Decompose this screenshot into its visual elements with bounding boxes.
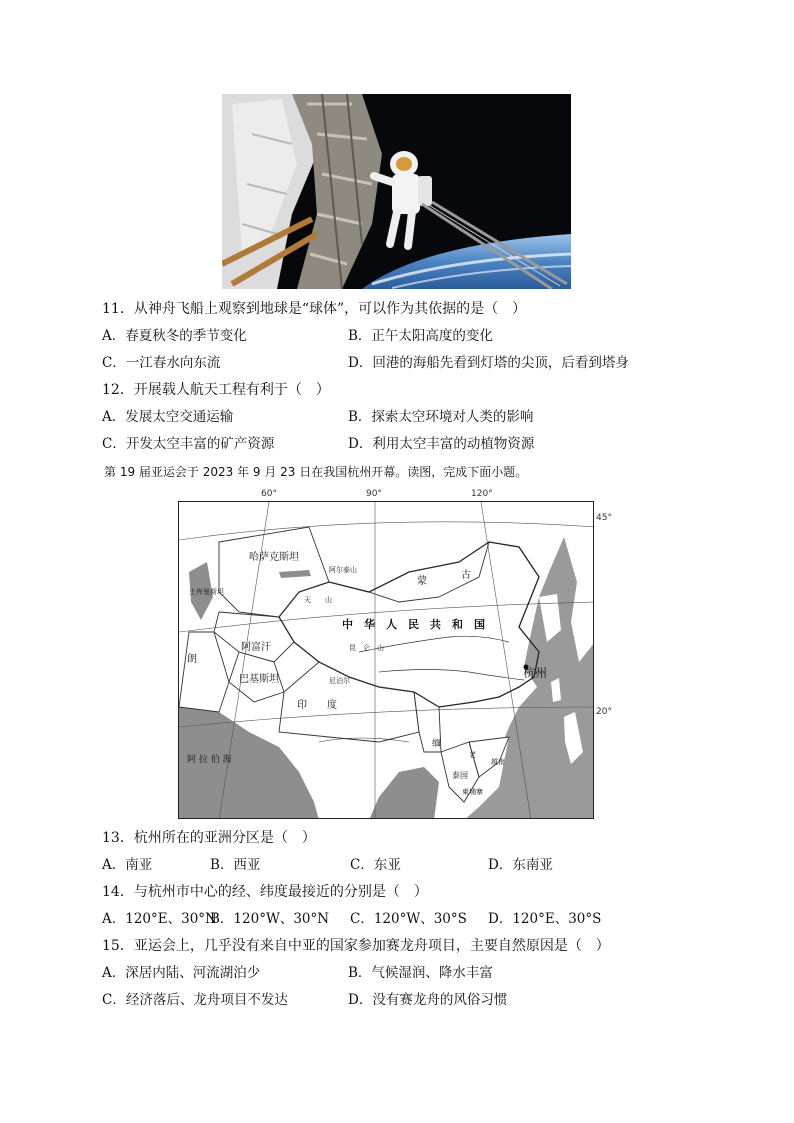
lon-label-90: 90° bbox=[366, 489, 382, 499]
spacewalk-illustration bbox=[222, 94, 571, 289]
question-12-option-d[interactable]: D．利用太空丰富的动植物资源 bbox=[348, 436, 535, 452]
question-12-stem: 12．开展载人航天工程有利于（ ） bbox=[102, 382, 330, 398]
question-15-option-d[interactable]: D．没有赛龙舟的风俗习惯 bbox=[348, 992, 508, 1008]
question-11-option-d[interactable]: D．回港的海船先看到灯塔的尖顶，后看到塔身 bbox=[348, 355, 629, 371]
label-pakistan: 巴基斯坦 bbox=[239, 674, 279, 685]
question-14-option-b[interactable]: B．120°W、30°N bbox=[210, 911, 330, 927]
label-india: 印 度 bbox=[297, 700, 337, 711]
label-cambodia: 柬埔寨 bbox=[462, 788, 483, 796]
question-15-stem: 15．亚运会上，几乎没有来自中亚的国家参加赛龙舟项目，主要自然原因是（ ） bbox=[102, 938, 610, 954]
passage-intro: 第 19 届亚运会于 2023 年 9 月 23 日在我国杭州开幕。读图，完成下面小题。 bbox=[104, 465, 528, 479]
lon-label-60: 60° bbox=[261, 489, 277, 499]
label-vietnam: 越南 bbox=[491, 758, 505, 766]
label-china: 中 华 人 民 共 和 国 bbox=[342, 618, 485, 631]
question-13-option-c[interactable]: C．东亚 bbox=[350, 857, 401, 873]
asia-map bbox=[178, 501, 594, 819]
label-laos: 老 bbox=[469, 751, 476, 759]
label-nepal: 尼泊尔 bbox=[329, 677, 350, 685]
lat-label-45: 45° bbox=[596, 513, 612, 523]
question-15-option-c[interactable]: C．经济落后、龙舟项目不发达 bbox=[102, 992, 288, 1008]
label-myanmar: 缅 bbox=[432, 739, 442, 749]
label-tianshan: 天 山 bbox=[304, 596, 332, 604]
label-mongolia: 蒙 bbox=[417, 576, 427, 587]
label-altai: 阿尔泰山 bbox=[329, 566, 357, 574]
spacewalk-photo bbox=[222, 94, 571, 289]
question-13-option-b[interactable]: B．西亚 bbox=[210, 857, 261, 873]
question-14-option-c[interactable]: C．120°W、30°S bbox=[350, 911, 467, 927]
label-kunlun: 昆 仑 山 bbox=[349, 644, 384, 652]
question-13-stem: 13．杭州所在的亚洲分区是（ ） bbox=[102, 830, 316, 846]
label-turkmenistan: 土库曼斯坦 bbox=[189, 588, 224, 596]
label-iran: 朗 bbox=[187, 654, 197, 665]
label-kazakhstan: 哈萨克斯坦 bbox=[249, 552, 299, 563]
question-11-option-a[interactable]: A．春夏秋冬的季节变化 bbox=[102, 328, 247, 344]
label-mongolia-2: 古 bbox=[461, 570, 471, 581]
question-14-option-a[interactable]: A．120°E、30°N bbox=[102, 911, 217, 927]
label-thailand: 泰国 bbox=[452, 771, 468, 780]
lat-label-20: 20° bbox=[596, 707, 612, 717]
asia-map-svg bbox=[179, 502, 594, 819]
question-12-option-a[interactable]: A．发展太空交通运输 bbox=[102, 409, 234, 425]
question-11-stem: 11．从神舟飞船上观察到地球是“球体”，可以作为其依据的是（ ） bbox=[102, 301, 527, 317]
question-13-option-d[interactable]: D．东南亚 bbox=[488, 857, 553, 873]
question-12-option-b[interactable]: B．探索太空环境对人类的影响 bbox=[348, 409, 534, 425]
label-hangzhou: 杭州 bbox=[523, 666, 548, 680]
lon-label-120: 120° bbox=[471, 489, 493, 499]
question-11-option-c[interactable]: C．一江春水向东流 bbox=[102, 355, 221, 371]
question-14-stem: 14．与杭州市中心的经、纬度最接近的分别是（ ） bbox=[102, 884, 428, 900]
question-11-option-b[interactable]: B．正午太阳高度的变化 bbox=[348, 328, 493, 344]
question-15-option-a[interactable]: A．深居内陆、河流湖泊少 bbox=[102, 965, 261, 981]
question-13-option-a[interactable]: A．南亚 bbox=[102, 857, 153, 873]
label-arabian-sea: 阿 拉 伯 海 bbox=[187, 755, 232, 765]
question-14-option-d[interactable]: D．120°E、30°S bbox=[488, 911, 602, 927]
question-15-option-b[interactable]: B．气候湿润、降水丰富 bbox=[348, 965, 493, 981]
question-12-option-c[interactable]: C．开发太空丰富的矿产资源 bbox=[102, 436, 275, 452]
label-afghanistan: 阿富汗 bbox=[241, 642, 271, 653]
